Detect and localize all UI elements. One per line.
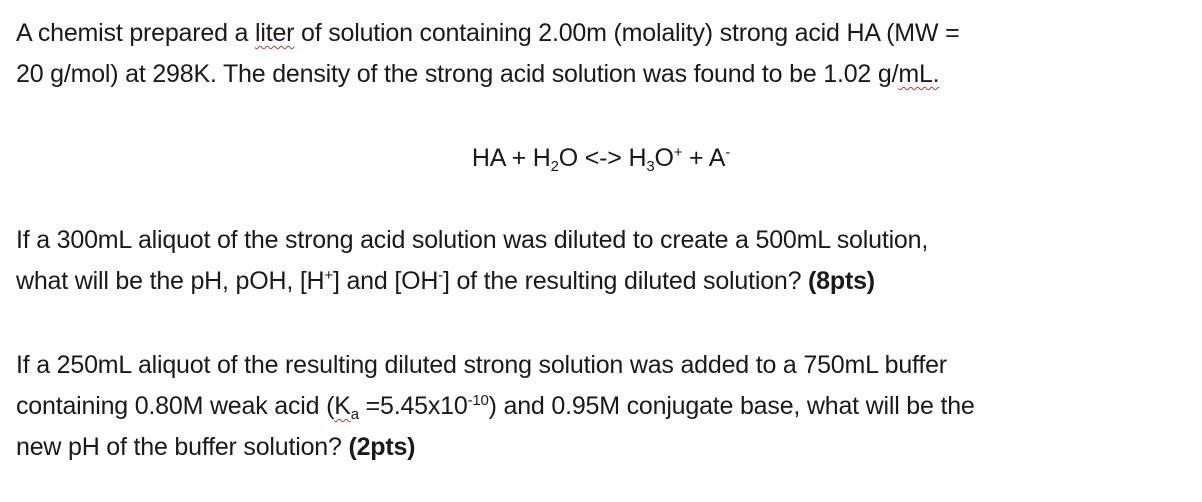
question-text: =5.45x10 [358,392,468,420]
question-2-line-2 [16,386,1186,427]
subscript: a [350,406,359,423]
question-text: containing 0.80M weak acid ( [16,392,335,420]
spellcheck-word-ml: mL. [898,60,940,88]
points-label: (2pts) [348,433,416,461]
superscript: + [324,267,333,284]
question-1-line-2 [16,261,1186,302]
question-text: what will be the pH, pOH, [H [16,267,325,295]
equation-subscript: 3 [646,158,655,175]
spellcheck-word-ka [334,392,359,423]
equation-subscript: 2 [550,158,559,175]
intro-line-1 [16,13,1186,54]
question-2 [16,345,1186,468]
intro-text: 20 g/mol) at 298K. The density of the strong acid solution was found to be 1.02 g/ [16,60,899,88]
intro-text: A chemist prepared a [16,19,255,47]
question-2-line-3 [16,427,1186,468]
intro-line-2 [16,54,1186,95]
equation-text: O <-> H [558,144,647,172]
equation-text: HA + H [471,144,551,172]
question-1 [16,220,1186,302]
equation-text: O [654,144,674,172]
superscript: -10 [467,392,489,409]
reaction-equation [0,138,1202,179]
superscript: - [438,267,443,284]
question-text: ) and 0.95M conjugate base, what will be the [488,392,975,420]
question-text: ] of the resulting diluted solution? [442,267,809,295]
question-2-line-1: If a 250mL aliquot of the resulting diluted strong solution was added to a 750mL buffer [16,351,947,379]
question-text: new pH of the buffer solution? [16,433,349,461]
question-text: ] and [OH [332,267,439,295]
equation-superscript: + [673,144,683,161]
spellcheck-word-liter: liter [255,19,295,47]
equation-text: + A [682,144,726,172]
ka-symbol: K [334,392,351,420]
equation-superscript: - [725,144,731,161]
problem-intro [16,13,1186,95]
intro-text: of solution containing 2.00m (molality) strong acid HA (MW = [294,19,960,47]
points-label: (8pts) [808,267,875,295]
question-1-line-1: If a 300mL aliquot of the strong acid solution was diluted to create a 500mL solution, [16,226,929,254]
